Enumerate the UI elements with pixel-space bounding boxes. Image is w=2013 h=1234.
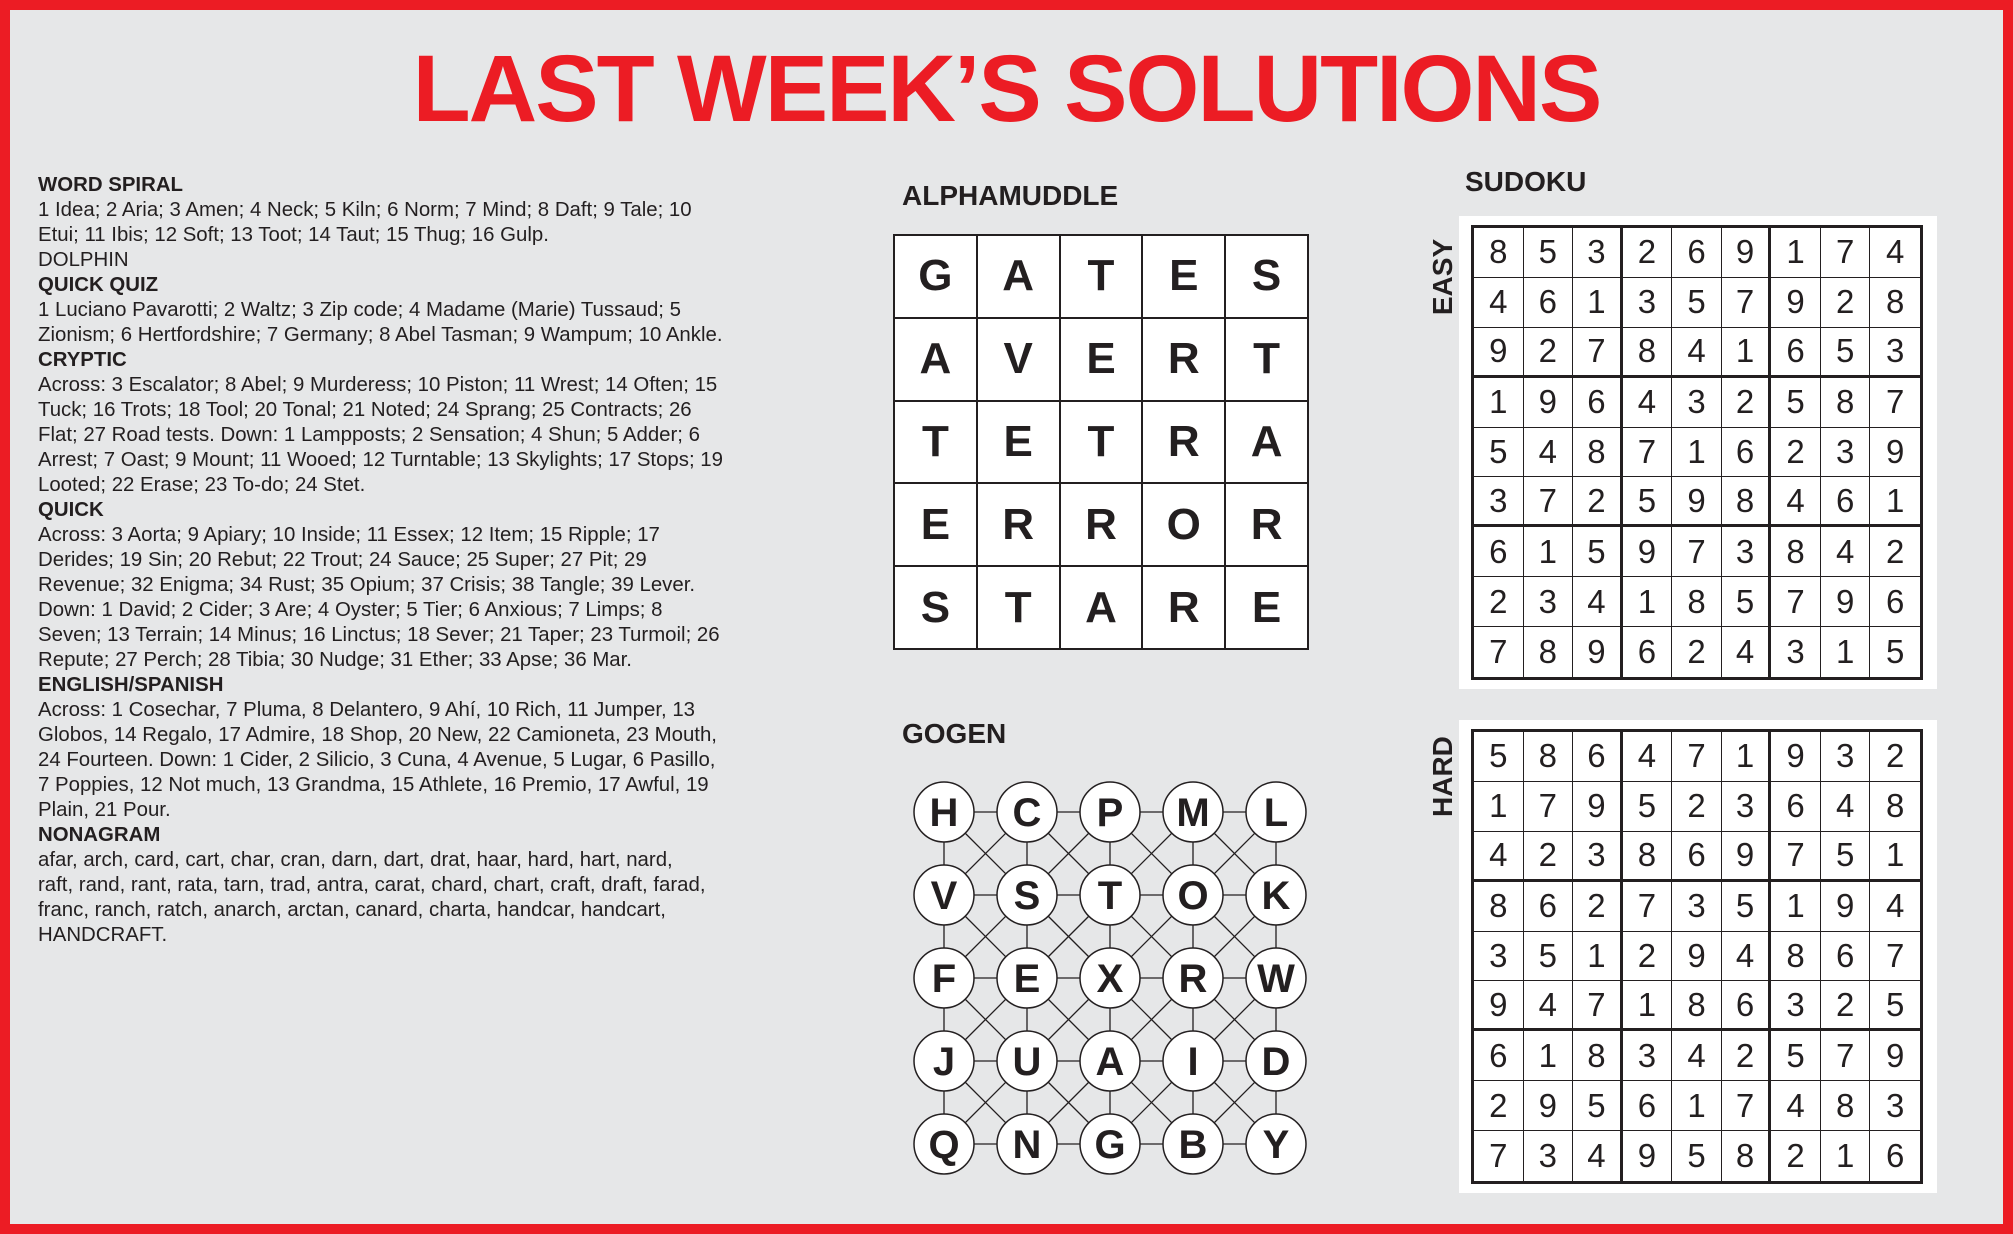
sudoku-cell: 8 bbox=[1474, 882, 1524, 932]
alphamuddle-cell: T bbox=[1225, 318, 1308, 401]
sudoku-cell: 4 bbox=[1672, 1031, 1722, 1081]
sudoku-cell: 4 bbox=[1623, 378, 1673, 428]
sudoku-cell: 6 bbox=[1821, 932, 1871, 982]
sudoku-cell: 3 bbox=[1722, 782, 1772, 832]
sudoku-cell: 9 bbox=[1524, 1081, 1574, 1131]
sudoku-cell: 3 bbox=[1870, 1081, 1920, 1131]
sudoku-cell: 7 bbox=[1623, 882, 1673, 932]
sudoku-cell: 8 bbox=[1524, 732, 1574, 782]
sudoku-cell: 3 bbox=[1672, 882, 1722, 932]
hard-sudoku-grid bbox=[1471, 729, 1923, 1184]
sudoku-cell: 5 bbox=[1573, 1081, 1623, 1131]
sudoku-cell: 8 bbox=[1771, 527, 1821, 577]
gogen-letter: H bbox=[929, 791, 959, 835]
sudoku-cell: 6 bbox=[1722, 428, 1772, 478]
sudoku-cell: 7 bbox=[1722, 278, 1772, 328]
sudoku-cell: 1 bbox=[1870, 477, 1920, 527]
gogen-board bbox=[909, 777, 1311, 1179]
alphamuddle-cell: A bbox=[894, 318, 977, 401]
sudoku-cell: 3 bbox=[1573, 228, 1623, 278]
solution-line: HANDCRAFT. bbox=[38, 924, 168, 946]
gogen-letter: F bbox=[931, 957, 957, 1001]
alphamuddle-grid bbox=[893, 234, 1309, 650]
sudoku-cell: 8 bbox=[1771, 932, 1821, 982]
sudoku-cell: 8 bbox=[1821, 378, 1871, 428]
sudoku-cell: 2 bbox=[1474, 577, 1524, 627]
sudoku-cell: 2 bbox=[1771, 1131, 1821, 1181]
gogen-letter: I bbox=[1187, 1040, 1199, 1084]
sudoku-cell: 9 bbox=[1623, 527, 1673, 577]
gogen-letter: O bbox=[1177, 874, 1209, 918]
sudoku-cell: 8 bbox=[1524, 627, 1574, 677]
sudoku-cell: 2 bbox=[1771, 428, 1821, 478]
sudoku-cell: 3 bbox=[1524, 577, 1574, 627]
sudoku-cell: 5 bbox=[1623, 477, 1673, 527]
sudoku-cell: 6 bbox=[1474, 527, 1524, 577]
sudoku-cell: 3 bbox=[1722, 527, 1772, 577]
gogen-letter: Q bbox=[928, 1123, 960, 1167]
easy-sudoku-frame bbox=[1459, 216, 1937, 689]
sudoku-cell: 6 bbox=[1672, 228, 1722, 278]
sudoku-heading: SUDOKU bbox=[1465, 166, 1587, 197]
sudoku-cell: 9 bbox=[1474, 328, 1524, 378]
alphamuddle-cell: R bbox=[977, 483, 1060, 566]
solution-line: Flat; 27 Road tests. Down: 1 Lampposts; 2 Sensation; 4 Shun; 5 Adder; 6 bbox=[38, 424, 700, 446]
sudoku-cell: 3 bbox=[1821, 428, 1871, 478]
gogen-letter: B bbox=[1178, 1123, 1208, 1167]
sudoku-cell: 6 bbox=[1722, 981, 1772, 1031]
sudoku-cell: 5 bbox=[1623, 782, 1673, 832]
sudoku-cell: 9 bbox=[1870, 428, 1920, 478]
sudoku-cell: 6 bbox=[1771, 328, 1821, 378]
gogen-letter: Y bbox=[1262, 1123, 1290, 1167]
solution-line: franc, ranch, ratch, anarch, arctan, canard, charta, handcar, handcart, bbox=[38, 899, 666, 921]
gogen-letter: S bbox=[1013, 874, 1041, 918]
sudoku-cell: 5 bbox=[1886, 633, 1905, 671]
alphamuddle-cell: E bbox=[1142, 235, 1225, 318]
sudoku-cell: 1 bbox=[1672, 428, 1722, 478]
sudoku-cell: 2 bbox=[1870, 527, 1920, 577]
sudoku-cell: 4 bbox=[1573, 577, 1623, 627]
sudoku-cell: 7 bbox=[1573, 981, 1623, 1031]
sudoku-cell: 1 bbox=[1524, 527, 1574, 577]
sudoku-cell: 1 bbox=[1821, 1131, 1871, 1181]
sudoku-cell: 1 bbox=[1722, 732, 1772, 782]
gogen-letter: C bbox=[1012, 791, 1042, 835]
sudoku-cell: 3 bbox=[1623, 1031, 1673, 1081]
solution-heading: ENGLISH/SPANISH bbox=[38, 674, 224, 696]
sudoku-cell: 4 bbox=[1722, 932, 1772, 982]
solution-heading: QUICK QUIZ bbox=[38, 274, 159, 296]
solution-heading: QUICK bbox=[38, 499, 104, 521]
gogen-letter: E bbox=[1013, 957, 1041, 1001]
solution-line: 24 Fourteen. Down: 1 Cider, 2 Silicio, 3 Cuna, 4 Avenue, 5 Lugar, 6 Pasillo, bbox=[38, 749, 716, 771]
gogen-letter: D bbox=[1261, 1040, 1291, 1084]
sudoku-cell: 8 bbox=[1573, 1031, 1623, 1081]
alphamuddle-cell: S bbox=[894, 566, 977, 649]
gogen-heading: GOGEN bbox=[902, 718, 1007, 749]
sudoku-cell: 8 bbox=[1870, 782, 1920, 832]
sudoku-cell: 1 bbox=[1623, 981, 1673, 1031]
gogen-letter: X bbox=[1096, 957, 1124, 1001]
solutions-text-column bbox=[38, 173, 838, 948]
sudoku-cell: 9 bbox=[1573, 627, 1623, 677]
sudoku-cell: 6 bbox=[1524, 882, 1574, 932]
sudoku-cell: 8 bbox=[1722, 477, 1772, 527]
sudoku-cell: 2 bbox=[1672, 782, 1722, 832]
solution-line: Etui; 11 Ibis; 12 Soft; 13 Toot; 14 Taut; 15 Thug; 16 Gulp. bbox=[38, 224, 549, 246]
sudoku-cell: 6 bbox=[1886, 1137, 1905, 1175]
sudoku-cell: 2 bbox=[1623, 228, 1673, 278]
solution-heading: WORD SPIRAL bbox=[38, 174, 183, 196]
sudoku-cell: 9 bbox=[1672, 477, 1722, 527]
gogen-letter: W bbox=[1257, 957, 1295, 1001]
gogen-letter: G bbox=[1094, 1123, 1126, 1167]
gogen-letter: R bbox=[1178, 957, 1208, 1001]
sudoku-cell: 1 bbox=[1474, 378, 1524, 428]
sudoku-cell: 3 bbox=[1474, 932, 1524, 982]
alphamuddle-cell: T bbox=[977, 566, 1060, 649]
solution-line: Zionism; 6 Hertfordshire; 7 Germany; 8 Abel Tasman; 9 Wampum; 10 Ankle. bbox=[38, 324, 723, 346]
sudoku-cell: 2 bbox=[1722, 1031, 1772, 1081]
sudoku-cell: 1 bbox=[1573, 932, 1623, 982]
sudoku-cell: 3 bbox=[1771, 627, 1821, 677]
sudoku-cell: 2 bbox=[1573, 882, 1623, 932]
sudoku-cell: 8 bbox=[1474, 228, 1524, 278]
alphamuddle-cell: E bbox=[1225, 566, 1308, 649]
alphamuddle-cell: G bbox=[894, 235, 977, 318]
solution-line: 7 Poppies, 12 Not much, 13 Grandma, 15 Athlete, 16 Premio, 17 Awful, 19 bbox=[38, 774, 709, 796]
gogen-letter: J bbox=[932, 1040, 956, 1084]
gogen-letter: L bbox=[1263, 791, 1289, 835]
sudoku-cell: 7 bbox=[1771, 832, 1821, 882]
sudoku-cell: 8 bbox=[1722, 1131, 1772, 1181]
sudoku-cell: 4 bbox=[1672, 328, 1722, 378]
solution-line: DOLPHIN bbox=[38, 249, 129, 271]
alphamuddle-cell: A bbox=[1060, 566, 1143, 649]
sudoku-cell: 8 bbox=[1623, 328, 1673, 378]
solution-line: Derides; 19 Sin; 20 Rebut; 22 Trout; 24 Sauce; 25 Super; 27 Pit; 29 bbox=[38, 549, 647, 571]
sudoku-cell: 2 bbox=[1870, 732, 1920, 782]
solution-line: Down: 1 David; 2 Cider; 3 Are; 4 Oyster; 5 Tier; 6 Anxious; 7 Limps; 8 bbox=[38, 599, 663, 621]
easy-sudoku-grid bbox=[1471, 225, 1923, 680]
sudoku-cell: 8 bbox=[1672, 577, 1722, 627]
sudoku-cell: 3 bbox=[1672, 378, 1722, 428]
solution-line: Arrest; 7 Oast; 9 Mount; 11 Wooed; 12 Turntable; 13 Skylights; 17 Stops; 19 bbox=[38, 449, 723, 471]
sudoku-cell: 1 bbox=[1524, 1031, 1574, 1081]
solution-line: raft, rand, rant, rata, tarn, trad, antra, carat, chard, chart, craft, draft, farad, bbox=[38, 874, 706, 896]
sudoku-cell: 5 bbox=[1771, 1031, 1821, 1081]
sudoku-cell: 7 bbox=[1821, 1031, 1871, 1081]
gogen-letter: N bbox=[1012, 1123, 1042, 1167]
sudoku-cell: 3 bbox=[1771, 981, 1821, 1031]
solution-line: Tuck; 16 Trots; 18 Tool; 20 Tonal; 21 Noted; 24 Sprang; 25 Contracts; 26 bbox=[38, 399, 692, 421]
sudoku-cell: 1 bbox=[1573, 278, 1623, 328]
sudoku-cell: 6 bbox=[1474, 1031, 1524, 1081]
sudoku-cell: 5 bbox=[1524, 932, 1574, 982]
sudoku-cell: 2 bbox=[1524, 328, 1574, 378]
sudoku-cell: 5 bbox=[1722, 577, 1772, 627]
sudoku-cell: 7 bbox=[1573, 328, 1623, 378]
gogen-letter: U bbox=[1012, 1040, 1042, 1084]
sudoku-cell: 9 bbox=[1573, 782, 1623, 832]
gogen-letter: P bbox=[1096, 791, 1124, 835]
gogen-letter: V bbox=[930, 874, 958, 918]
sudoku-cell: 1 bbox=[1870, 832, 1920, 882]
solution-line: Repute; 27 Perch; 28 Tibia; 30 Nudge; 31 Ether; 33 Apse; 36 Mar. bbox=[38, 649, 632, 671]
sudoku-cell: 4 bbox=[1870, 882, 1920, 932]
sudoku-cell: 6 bbox=[1573, 378, 1623, 428]
solution-line: 1 Luciano Pavarotti; 2 Waltz; 3 Zip code; 4 Madame (Marie) Tussaud; 5 bbox=[38, 299, 681, 321]
hard-label: HARD bbox=[1427, 736, 1458, 817]
sudoku-cell: 3 bbox=[1474, 477, 1524, 527]
gogen-letter: K bbox=[1261, 874, 1291, 918]
sudoku-cell: 5 bbox=[1722, 882, 1772, 932]
alphamuddle-cell: E bbox=[977, 401, 1060, 484]
sudoku-cell: 8 bbox=[1870, 278, 1920, 328]
sudoku-cell: 5 bbox=[1821, 832, 1871, 882]
sudoku-cell: 5 bbox=[1771, 378, 1821, 428]
sudoku-cell: 5 bbox=[1524, 228, 1574, 278]
sudoku-cell: 6 bbox=[1623, 1081, 1673, 1131]
alphamuddle-cell: R bbox=[1225, 483, 1308, 566]
sudoku-cell: 9 bbox=[1821, 577, 1871, 627]
solution-heading: CRYPTIC bbox=[38, 349, 127, 371]
gogen-letter: T bbox=[1097, 874, 1123, 918]
sudoku-cell: 6 bbox=[1771, 782, 1821, 832]
sudoku-cell: 3 bbox=[1623, 278, 1673, 328]
sudoku-cell: 3 bbox=[1821, 732, 1871, 782]
sudoku-cell: 5 bbox=[1474, 732, 1524, 782]
sudoku-cell: 1 bbox=[1672, 1081, 1722, 1131]
sudoku-cell: 7 bbox=[1474, 627, 1524, 677]
alphamuddle-cell: R bbox=[1142, 401, 1225, 484]
gogen-letter: M bbox=[1176, 791, 1210, 835]
sudoku-cell: 7 bbox=[1672, 527, 1722, 577]
sudoku-cell: 1 bbox=[1474, 782, 1524, 832]
sudoku-cell: 9 bbox=[1870, 1031, 1920, 1081]
sudoku-cell: 4 bbox=[1870, 228, 1920, 278]
solution-line: Seven; 13 Terrain; 14 Minus; 16 Linctus; 18 Sever; 21 Taper; 23 Turmoil; 26 bbox=[38, 624, 720, 646]
sudoku-cell: 4 bbox=[1524, 428, 1574, 478]
alphamuddle-cell: V bbox=[977, 318, 1060, 401]
sudoku-cell: 1 bbox=[1821, 627, 1871, 677]
sudoku-cell: 5 bbox=[1672, 1131, 1722, 1181]
alphamuddle-cell: A bbox=[1225, 401, 1308, 484]
sudoku-cell: 4 bbox=[1573, 1131, 1623, 1181]
sudoku-cell: 2 bbox=[1672, 627, 1722, 677]
solution-line: Across: 3 Escalator; 8 Abel; 9 Murderess; 10 Piston; 11 Wrest; 14 Often; 15 bbox=[38, 374, 718, 396]
sudoku-cell: 7 bbox=[1722, 1081, 1772, 1131]
solution-line: afar, arch, card, cart, char, cran, darn, dart, drat, haar, hard, hart, nard, bbox=[38, 849, 673, 871]
sudoku-cell: 7 bbox=[1623, 428, 1673, 478]
solution-line: Globos, 14 Regalo, 17 Admire, 18 Shop, 20 New, 22 Camioneta, 23 Mouth, bbox=[38, 724, 717, 746]
sudoku-cell: 2 bbox=[1623, 932, 1673, 982]
sudoku-cell: 5 bbox=[1821, 328, 1871, 378]
sudoku-cell: 4 bbox=[1821, 782, 1871, 832]
sudoku-cell: 2 bbox=[1821, 981, 1871, 1031]
sudoku-cell: 2 bbox=[1524, 832, 1574, 882]
solution-line: Plain, 21 Pour. bbox=[38, 799, 171, 821]
sudoku-cell: 4 bbox=[1474, 278, 1524, 328]
solution-line: Looted; 22 Erase; 23 To-do; 24 Stet. bbox=[38, 474, 366, 496]
hard-sudoku-frame bbox=[1459, 720, 1937, 1193]
sudoku-cell: 4 bbox=[1771, 477, 1821, 527]
alphamuddle-cell: R bbox=[1060, 483, 1143, 566]
alphamuddle-cell: T bbox=[1060, 401, 1143, 484]
sudoku-cell: 7 bbox=[1524, 782, 1574, 832]
alphamuddle-heading: ALPHAMUDDLE bbox=[902, 180, 1119, 211]
sudoku-cell: 4 bbox=[1821, 527, 1871, 577]
page-title: LAST WEEK’S SOLUTIONS bbox=[412, 36, 1601, 142]
sudoku-cell: 7 bbox=[1870, 932, 1920, 982]
sudoku-cell: 2 bbox=[1821, 278, 1871, 328]
sudoku-cell: 3 bbox=[1524, 1131, 1574, 1181]
sudoku-cell: 9 bbox=[1771, 278, 1821, 328]
sudoku-cell: 4 bbox=[1722, 627, 1772, 677]
sudoku-cell: 9 bbox=[1623, 1131, 1673, 1181]
sudoku-cell: 9 bbox=[1771, 732, 1821, 782]
alphamuddle-cell: E bbox=[1060, 318, 1143, 401]
sudoku-cell: 9 bbox=[1722, 832, 1772, 882]
sudoku-cell: 9 bbox=[1672, 932, 1722, 982]
solution-line: Across: 3 Aorta; 9 Apiary; 10 Inside; 11 Essex; 12 Item; 15 Ripple; 17 bbox=[38, 524, 660, 546]
sudoku-cell: 2 bbox=[1573, 477, 1623, 527]
sudoku-cell: 9 bbox=[1722, 228, 1772, 278]
sudoku-cell: 1 bbox=[1771, 882, 1821, 932]
gogen-letter: A bbox=[1095, 1040, 1125, 1084]
alphamuddle-cell: R bbox=[1142, 566, 1225, 649]
sudoku-cell: 6 bbox=[1524, 278, 1574, 328]
sudoku-cell: 6 bbox=[1623, 627, 1673, 677]
sudoku-cell: 1 bbox=[1771, 228, 1821, 278]
sudoku-cell: 6 bbox=[1870, 577, 1920, 627]
alphamuddle-cell: S bbox=[1225, 235, 1308, 318]
sudoku-cell: 8 bbox=[1573, 428, 1623, 478]
sudoku-cell: 5 bbox=[1474, 428, 1524, 478]
sudoku-cell: 3 bbox=[1870, 328, 1920, 378]
sudoku-cell: 8 bbox=[1672, 981, 1722, 1031]
sudoku-cell: 7 bbox=[1771, 577, 1821, 627]
sudoku-cell: 1 bbox=[1623, 577, 1673, 627]
sudoku-cell: 9 bbox=[1821, 882, 1871, 932]
sudoku-cell: 5 bbox=[1870, 981, 1920, 1031]
sudoku-cell: 7 bbox=[1821, 228, 1871, 278]
sudoku-cell: 8 bbox=[1821, 1081, 1871, 1131]
sudoku-cell: 5 bbox=[1672, 278, 1722, 328]
sudoku-cell: 2 bbox=[1474, 1081, 1524, 1131]
solution-line: Revenue; 32 Enigma; 34 Rust; 35 Opium; 37 Crisis; 38 Tangle; 39 Lever. bbox=[38, 574, 696, 596]
sudoku-cell: 6 bbox=[1821, 477, 1871, 527]
sudoku-cell: 7 bbox=[1474, 1131, 1524, 1181]
sudoku-cell: 4 bbox=[1623, 732, 1673, 782]
alphamuddle-cell: R bbox=[1142, 318, 1225, 401]
sudoku-cell: 9 bbox=[1524, 378, 1574, 428]
solution-heading: NONAGRAM bbox=[38, 824, 161, 846]
solution-line: 1 Idea; 2 Aria; 3 Amen; 4 Neck; 5 Kiln; 6 Norm; 7 Mind; 8 Daft; 9 Tale; 10 bbox=[38, 199, 692, 221]
sudoku-cell: 4 bbox=[1771, 1081, 1821, 1131]
sudoku-cell: 8 bbox=[1623, 832, 1673, 882]
easy-label: EASY bbox=[1427, 238, 1458, 316]
sudoku-cell: 9 bbox=[1474, 981, 1524, 1031]
alphamuddle-cell: E bbox=[894, 483, 977, 566]
alphamuddle-cell: T bbox=[1060, 235, 1143, 318]
sudoku-cell: 1 bbox=[1722, 328, 1772, 378]
sudoku-cell: 3 bbox=[1573, 832, 1623, 882]
sudoku-cell: 7 bbox=[1524, 477, 1574, 527]
sudoku-cell: 5 bbox=[1573, 527, 1623, 577]
sudoku-cell: 4 bbox=[1524, 981, 1574, 1031]
solution-line: Across: 1 Cosechar, 7 Pluma, 8 Delantero, 9 Ahí, 10 Rich, 11 Jumper, 13 bbox=[38, 699, 695, 721]
sudoku-cell: 2 bbox=[1722, 378, 1772, 428]
sudoku-cell: 4 bbox=[1474, 832, 1524, 882]
alphamuddle-cell: A bbox=[977, 235, 1060, 318]
sudoku-cell: 7 bbox=[1672, 732, 1722, 782]
sudoku-cell: 6 bbox=[1573, 732, 1623, 782]
sudoku-cell: 7 bbox=[1870, 378, 1920, 428]
sudoku-cell: 6 bbox=[1672, 832, 1722, 882]
alphamuddle-cell: T bbox=[894, 401, 977, 484]
alphamuddle-cell: O bbox=[1142, 483, 1225, 566]
